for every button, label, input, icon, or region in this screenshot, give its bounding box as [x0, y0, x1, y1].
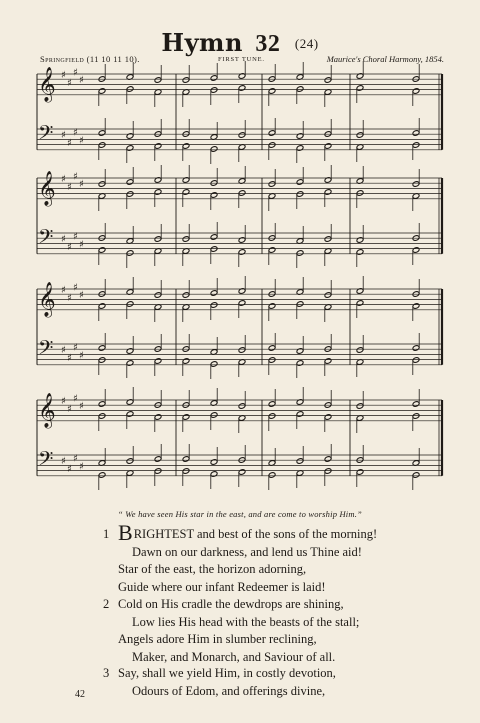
note-head — [182, 292, 190, 299]
note-head — [210, 246, 218, 253]
sharp-sign: ♯ — [61, 396, 66, 407]
page-number: 42 — [75, 689, 85, 700]
note-head — [182, 236, 190, 243]
note-head — [210, 412, 218, 419]
note-head — [324, 236, 332, 243]
note-head — [296, 458, 304, 465]
hymn-number: 32 — [255, 31, 281, 57]
note-head — [126, 86, 134, 93]
note-head — [126, 250, 134, 257]
bass-clef: 𝄢 — [38, 225, 54, 253]
verse-1 — [103, 520, 378, 596]
note-head — [238, 85, 246, 92]
note-head — [126, 411, 134, 418]
note-head — [268, 413, 276, 420]
note-head — [210, 302, 218, 309]
note-head — [182, 468, 190, 475]
verse-number: 2 — [103, 597, 110, 611]
note-head — [182, 414, 190, 421]
note-head — [268, 247, 276, 254]
note-head — [182, 143, 190, 150]
sharp-sign: ♯ — [61, 234, 66, 246]
note-head — [126, 145, 134, 152]
note-head — [126, 179, 134, 186]
sharp-sign: ♯ — [61, 345, 66, 357]
verse-line: Odours of Edom, and offerings divine, — [132, 683, 326, 698]
note-head — [296, 250, 304, 257]
sharp-sign: ♯ — [61, 285, 66, 296]
verse-number: 1 — [103, 527, 110, 541]
sharp-sign: ♯ — [79, 401, 84, 413]
note-head — [238, 300, 246, 307]
drop-cap: B — [118, 520, 133, 545]
sharp-sign: ♯ — [61, 130, 66, 142]
note-head — [98, 303, 106, 310]
note-head — [268, 142, 276, 149]
note-head — [126, 458, 134, 465]
note-head — [210, 234, 218, 241]
tune-label: FIRST TUNE. — [218, 56, 265, 63]
note-head — [210, 361, 218, 368]
note-head — [126, 360, 134, 367]
sharp-sign: ♯ — [67, 138, 72, 149]
note-head — [296, 191, 304, 198]
sharp-sign: ♯ — [73, 127, 78, 139]
note-head — [126, 348, 134, 355]
note-head — [98, 130, 106, 137]
note-head — [412, 345, 420, 352]
sharp-sign: ♯ — [67, 292, 72, 304]
sharp-sign: ♯ — [73, 171, 78, 183]
note-head — [324, 468, 332, 475]
note-head — [210, 87, 218, 94]
sharp-sign: ♯ — [61, 456, 66, 468]
note-head — [98, 345, 106, 352]
bass-clef: 𝄢 — [38, 447, 54, 475]
sharp-sign: ♯ — [73, 393, 78, 405]
sharp-sign: ♯ — [79, 135, 84, 147]
note-head — [296, 133, 304, 140]
note-head — [296, 179, 304, 186]
note-head — [154, 456, 162, 463]
note-head — [182, 358, 190, 365]
note-head — [154, 189, 162, 196]
note-head — [412, 130, 420, 137]
note-head — [154, 236, 162, 243]
bass-clef: 𝄢 — [38, 336, 54, 364]
sharp-sign: ♯ — [73, 342, 78, 354]
note-head — [238, 469, 246, 476]
verse-line-text: RIGHTEST and best of the sons of the morning! — [133, 527, 378, 541]
treble-clef: 𝄞 — [38, 171, 56, 206]
epigraph: “ We have seen His star in the east, and are come to worship Him.” — [118, 509, 362, 519]
note-head — [356, 469, 364, 476]
note-head — [324, 143, 332, 150]
note-head — [210, 192, 218, 199]
bass-clef: 𝄢 — [38, 121, 54, 149]
note-head — [356, 132, 364, 139]
note-head — [210, 471, 218, 478]
note-head — [268, 345, 276, 352]
treble-clef: 𝄞 — [38, 282, 56, 317]
note-head — [296, 301, 304, 308]
sharp-sign: ♯ — [73, 231, 78, 243]
note-head — [268, 88, 276, 95]
note-head — [324, 414, 332, 421]
treble-clef: 𝄞 — [38, 67, 56, 102]
note-head — [154, 468, 162, 475]
note-head — [238, 347, 246, 354]
verse-number: 3 — [103, 666, 110, 680]
note-head — [182, 189, 190, 196]
sharp-sign: ♯ — [67, 464, 72, 475]
sharp-sign: ♯ — [73, 453, 78, 465]
sharp-sign: ♯ — [73, 67, 78, 79]
verse-3 — [104, 665, 336, 700]
note-head — [98, 357, 106, 364]
note-head — [412, 303, 420, 310]
note-head — [98, 142, 106, 149]
verse-line: Angels adore Him in slumber reclining, — [118, 632, 317, 646]
note-head — [98, 88, 106, 95]
verse-2 — [104, 596, 359, 666]
note-head — [412, 401, 420, 408]
note-head — [296, 411, 304, 418]
note-head — [154, 292, 162, 299]
note-head — [98, 181, 106, 188]
verse-line: Low lies His head with the beasts of the stall; — [132, 614, 360, 629]
verse-line: Cold on His cradle the dewdrops are shining, — [118, 597, 344, 611]
note-head — [412, 357, 420, 364]
sharp-sign: ♯ — [79, 75, 84, 87]
note-head — [412, 88, 420, 95]
note-head — [154, 77, 162, 84]
note-head — [98, 401, 106, 408]
sharp-sign: ♯ — [61, 70, 66, 81]
sharp-sign: ♯ — [79, 290, 84, 302]
note-head — [238, 403, 246, 410]
note-head — [238, 132, 246, 139]
sharp-sign: ♯ — [67, 77, 72, 89]
note-head — [324, 77, 332, 84]
note-head — [268, 357, 276, 364]
verse-line: Guide where our infant Redeemer is laid! — [118, 579, 326, 594]
note-head — [210, 459, 218, 466]
sharp-sign: ♯ — [67, 181, 72, 193]
note-head — [356, 85, 364, 92]
note-head — [182, 456, 190, 463]
verse-line: Star of the east, the horizon adorning, — [118, 562, 307, 576]
note-head — [238, 249, 246, 256]
note-head — [154, 414, 162, 421]
note-head — [126, 133, 134, 140]
note-head — [356, 347, 364, 354]
note-head — [324, 292, 332, 299]
sharp-sign: ♯ — [79, 239, 84, 251]
note-head — [154, 358, 162, 365]
note-head — [356, 300, 364, 307]
note-head — [356, 190, 364, 197]
note-head — [210, 146, 218, 153]
tune-name: Springfield (11 10 11 10). — [40, 54, 140, 64]
note-head — [268, 130, 276, 137]
sharp-sign: ♯ — [67, 242, 72, 253]
note-head — [268, 401, 276, 408]
note-head — [412, 413, 420, 420]
treble-clef: 𝄞 — [38, 393, 56, 428]
note-head — [296, 145, 304, 152]
note-head — [238, 190, 246, 197]
sharp-sign: ♯ — [73, 282, 78, 294]
note-head — [324, 358, 332, 365]
note-head — [268, 472, 276, 479]
note-head — [324, 456, 332, 463]
note-head — [296, 86, 304, 93]
hymn-word: Hymn — [161, 28, 243, 57]
sharp-sign: ♯ — [67, 403, 72, 415]
note-head — [126, 301, 134, 308]
verse-line: Dawn on our darkness, and lend us Thine aid! — [132, 544, 362, 559]
verse-line: Say, shall we yield Him, in costly devotion, — [118, 666, 336, 680]
note-head — [210, 290, 218, 297]
note-head — [126, 191, 134, 198]
hymn-alt-number: (24) — [294, 36, 319, 51]
note-head — [356, 249, 364, 256]
note-head — [182, 77, 190, 84]
tune-source: Maurice's Choral Harmony, 1854. — [326, 54, 444, 64]
note-head — [98, 413, 106, 420]
note-head — [154, 143, 162, 150]
note-head — [412, 142, 420, 149]
note-head — [296, 348, 304, 355]
sharp-sign: ♯ — [79, 350, 84, 362]
note-head — [324, 189, 332, 196]
note-head — [296, 360, 304, 367]
sharp-sign: ♯ — [79, 179, 84, 191]
sharp-sign: ♯ — [79, 461, 84, 473]
note-head — [356, 237, 364, 244]
note-head — [412, 472, 420, 479]
sharp-sign: ♯ — [67, 353, 72, 364]
note-head — [210, 75, 218, 82]
note-head — [356, 403, 364, 410]
note-head — [238, 237, 246, 244]
note-head — [268, 181, 276, 188]
verse-line: Maker, and Monarch, and Saviour of all. — [132, 649, 336, 664]
sharp-sign: ♯ — [61, 174, 66, 185]
note-head — [412, 247, 420, 254]
note-head — [412, 181, 420, 188]
verse-line — [104, 520, 378, 545]
note-head — [268, 303, 276, 310]
note-head — [98, 247, 106, 254]
note-head — [98, 472, 106, 479]
